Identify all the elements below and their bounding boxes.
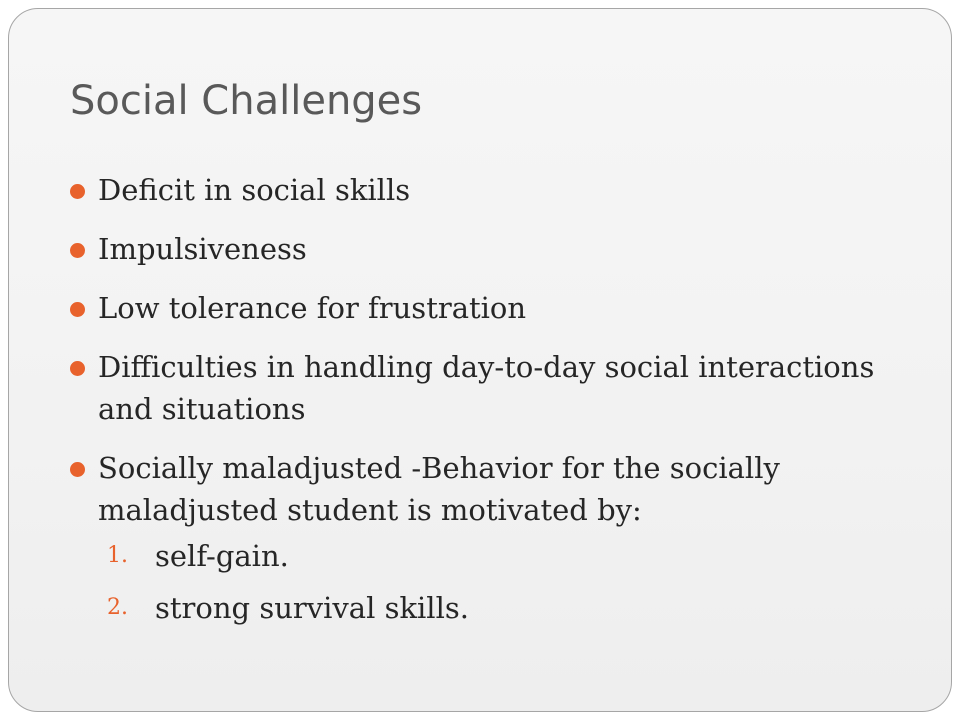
bullet-item-difficulties-interactions [70,346,910,430]
bullet-item-deficit-social-skills [70,169,910,211]
bullet-item-impulsiveness [70,228,910,270]
bullet-text: Impulsiveness [98,232,307,266]
bullet-dot-icon [70,243,85,258]
slide-frame [8,8,952,712]
sub-item-number: 2. [107,595,128,620]
slide-title: Social Challenges [70,78,423,124]
numbered-sub-list [98,535,910,629]
bullet-list [70,169,910,629]
bullet-dot-icon [70,302,85,317]
sub-item-number: 1. [107,543,128,568]
bullet-item-socially-maladjusted [70,447,910,629]
bullet-text: Difficulties in handling day-to-day social interactions and situations [98,350,875,426]
bullet-text: Deficit in social skills [98,173,411,207]
bullet-dot-icon [70,184,85,199]
bullet-dot-icon [70,462,85,477]
bullet-text: Low tolerance for frustration [98,291,527,325]
bullet-text: Socially maladjusted -Behavior for the socially maladjusted student is motivated by: [98,451,780,527]
sub-item-survival-skills [98,587,910,629]
sub-item-text: self-gain. [155,539,289,573]
bullet-item-low-tolerance [70,287,910,329]
bullet-dot-icon [70,361,85,376]
sub-item-self-gain [98,535,910,577]
sub-item-text: strong survival skills. [155,591,469,625]
